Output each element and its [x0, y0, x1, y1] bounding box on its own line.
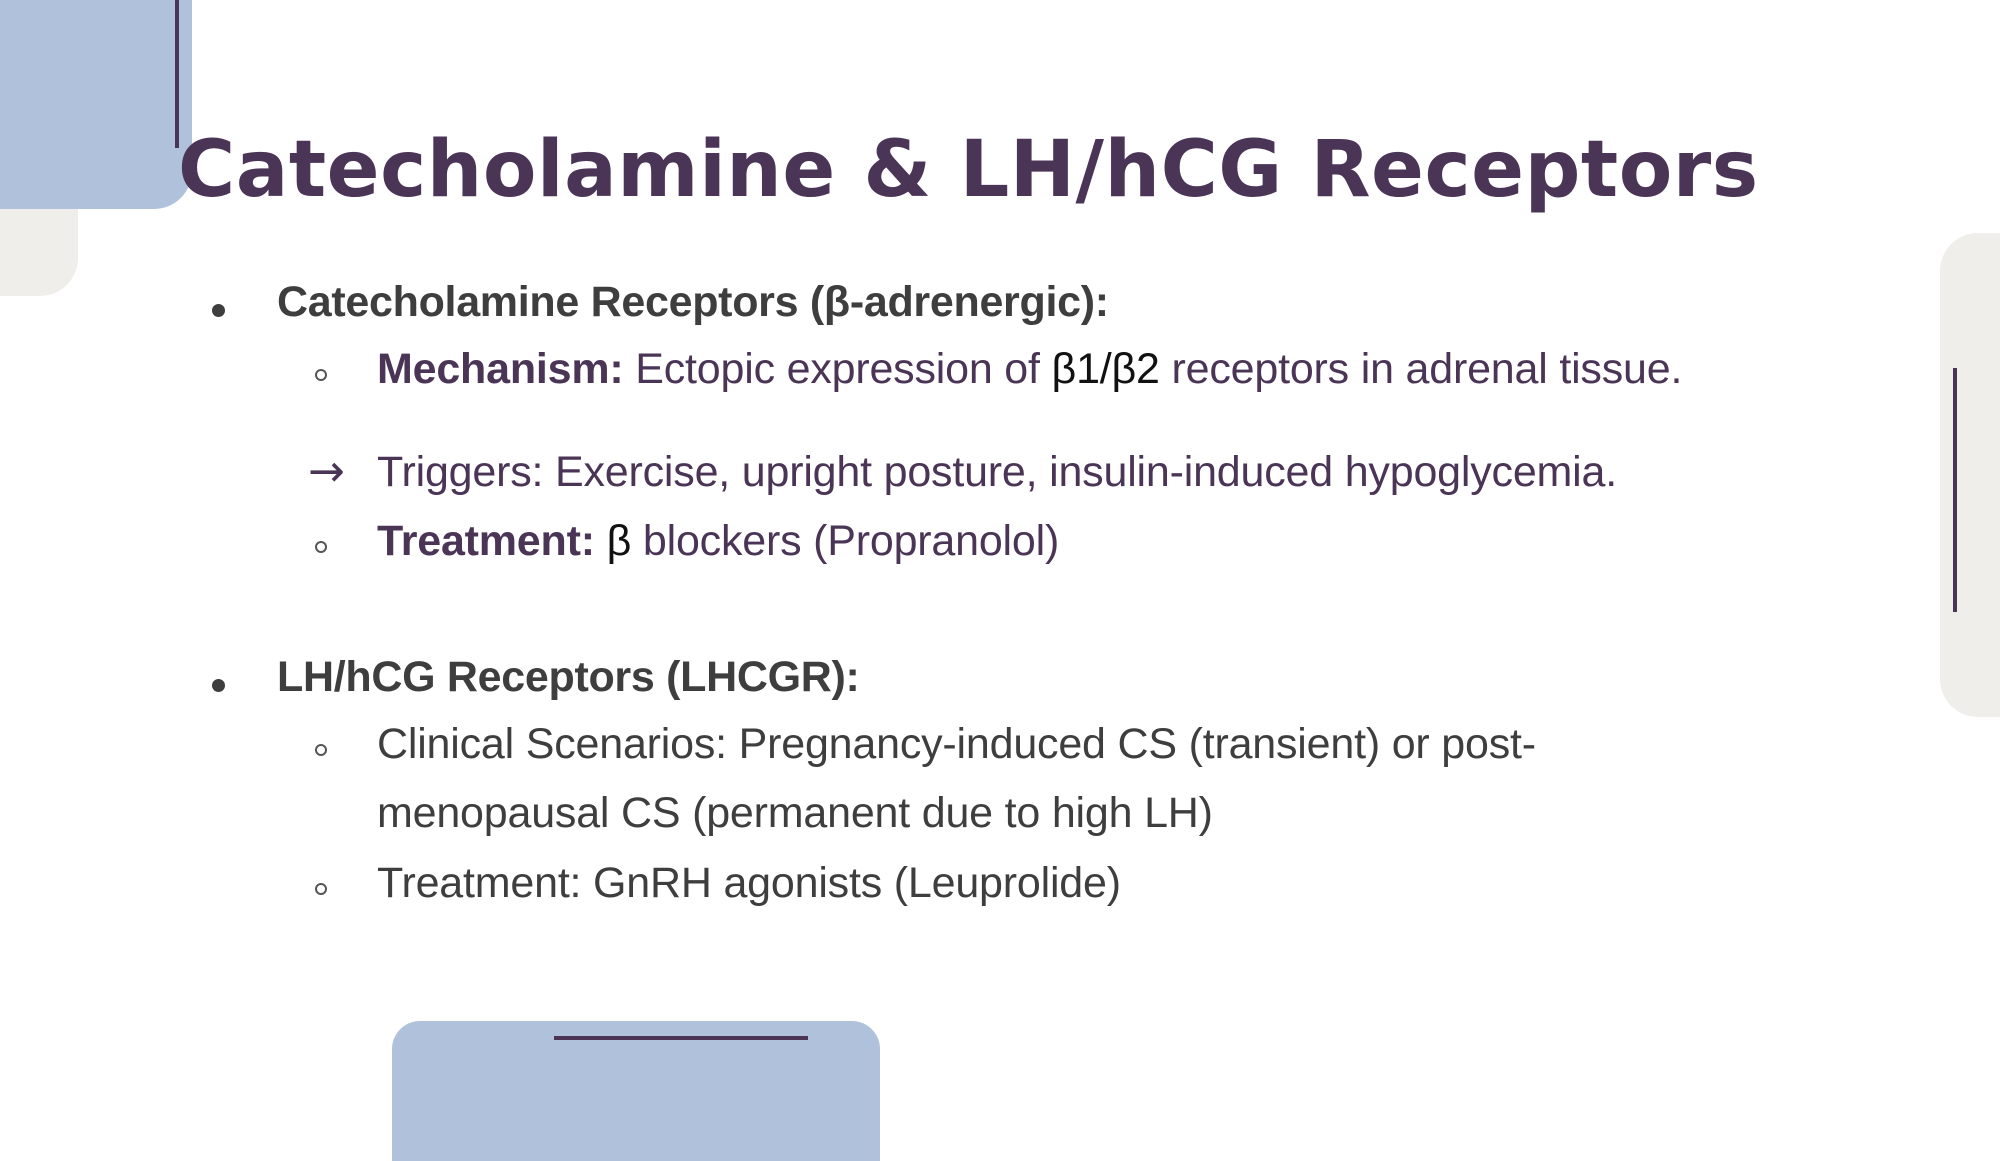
section-heading-lhcgr: LH/hCG Receptors (LHCGR): — [277, 653, 860, 701]
mechanism-text-before: Ectopic expression of — [623, 345, 1052, 393]
decor-blue-panel-top-left — [0, 0, 192, 209]
sub-bullet-icon — [315, 369, 327, 381]
treatment-item-catecholamine — [377, 511, 1059, 571]
decor-line-right — [1953, 368, 1957, 612]
decor-blue-panel-bottom — [392, 1021, 880, 1161]
clinical-scenarios-line-1: Clinical Scenarios: Pregnancy-induced CS (transient) or post- — [377, 720, 1536, 768]
slide-title: Catecholamine & LH/hCG Receptors — [178, 125, 1759, 215]
triggers-item: Triggers: Exercise, upright posture, insulin-induced hypoglycemia. — [377, 448, 1617, 496]
sub-bullet-icon — [315, 541, 327, 553]
clinical-scenarios-line-2: menopausal CS (permanent due to high LH) — [377, 789, 1213, 837]
mechanism-beta-text: β1/β2 — [1051, 345, 1160, 393]
sub-bullet-icon — [315, 744, 327, 756]
decor-line-bottom — [554, 1036, 808, 1040]
bullet-icon — [212, 304, 225, 317]
right-arrow-icon: → — [308, 446, 345, 497]
treatment-item-lhcgr: Treatment: GnRH agonists (Leuprolide) — [377, 859, 1121, 907]
section-heading-catecholamine: Catecholamine Receptors (β-adrenergic): — [277, 278, 1109, 326]
bullet-icon — [212, 679, 225, 692]
treatment-beta: β — [594, 517, 632, 565]
sub-bullet-icon — [315, 883, 327, 895]
mechanism-text-after: receptors in adrenal tissue. — [1159, 345, 1683, 393]
mechanism-item — [377, 339, 1682, 399]
decor-gray-panel-right — [1940, 233, 2000, 717]
mechanism-label: Mechanism: — [377, 345, 624, 393]
treatment-text: blockers (Propranolol) — [631, 517, 1060, 565]
treatment-label: Treatment: — [377, 517, 595, 565]
